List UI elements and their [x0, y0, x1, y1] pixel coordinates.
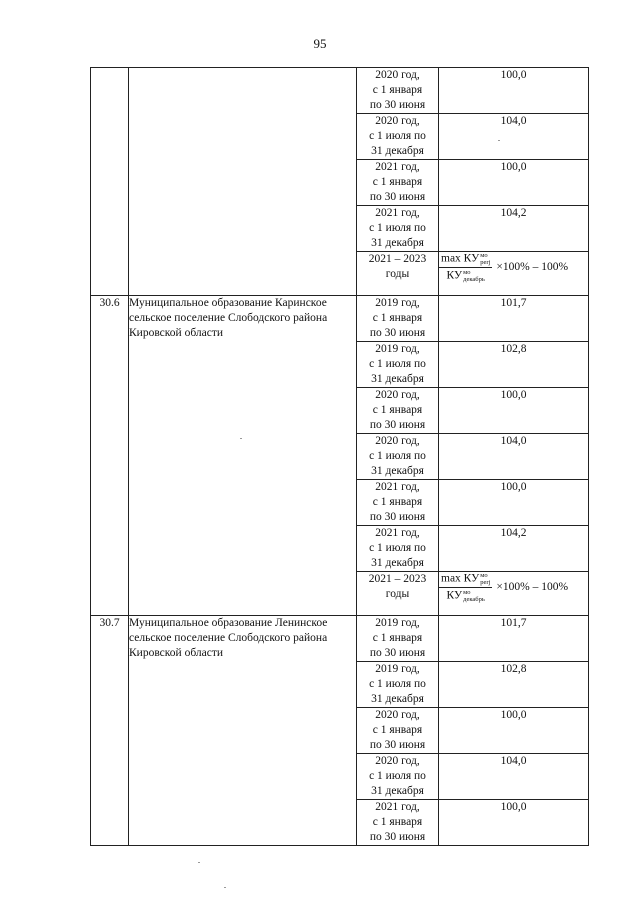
period-line: по 30 июня [369, 327, 426, 339]
index-value: 100,0 [439, 708, 589, 754]
period-line: годы [385, 588, 410, 600]
period-line: по 30 июня [369, 647, 426, 659]
index-value: 104,0 [439, 114, 589, 160]
formula-numerator [439, 572, 492, 588]
page-number: 95 [313, 36, 327, 51]
period-line: с 1 июля по [369, 450, 426, 462]
period-line: 2019 год, [375, 343, 420, 355]
municipality-name: Муниципальное образование Каринское сельское поселение Слободского района Кировской области [129, 296, 357, 616]
formula-max-ku: max КУ [441, 252, 480, 265]
formula-tail: ×100% – 100% [496, 581, 569, 593]
period-cell [357, 206, 439, 252]
formula-max-ku: max КУ [441, 572, 480, 585]
period-line: годы [385, 268, 410, 280]
period-line: 31 декабря [371, 693, 424, 705]
row-number: 30.6 [91, 296, 129, 616]
formula-sub: декабрь [463, 276, 485, 283]
index-value: 100,0 [439, 800, 589, 846]
table-row [91, 296, 589, 342]
period-cell [357, 252, 439, 296]
scan-speck [224, 887, 226, 888]
period-line: 31 декабря [371, 557, 424, 569]
period-line: с 1 января [372, 312, 423, 324]
period-line: с 1 января [372, 816, 423, 828]
table-row [91, 616, 589, 662]
table-row [91, 68, 589, 114]
period-line: 2019 год, [375, 663, 420, 675]
period-line: 31 декабря [371, 373, 424, 385]
period-line: 2021 – 2023 [368, 253, 427, 265]
formula-indices [480, 572, 490, 586]
period-line: с 1 января [372, 632, 423, 644]
tariff-table-body [91, 68, 589, 846]
period-line: 2020 год, [375, 389, 420, 401]
formula-sup: мо [463, 269, 471, 276]
index-value: 100,0 [439, 68, 589, 114]
period-line: 2021 год, [375, 801, 420, 813]
period-line: по 30 июня [369, 419, 426, 431]
period-line: с 1 января [372, 404, 423, 416]
index-value: 104,2 [439, 206, 589, 252]
index-value: 104,0 [439, 754, 589, 800]
period-line: с 1 января [372, 496, 423, 508]
period-cell [357, 662, 439, 708]
period-line: 2021 год, [375, 207, 420, 219]
period-line: по 30 июня [369, 511, 426, 523]
formula-denominator [445, 588, 487, 603]
period-cell [357, 754, 439, 800]
period-line: с 1 января [372, 176, 423, 188]
index-value: 102,8 [439, 342, 589, 388]
period-line: с 1 июля по [369, 770, 426, 782]
formula-sub: perj [480, 259, 491, 266]
period-cell [357, 68, 439, 114]
period-line: 2020 год, [375, 69, 420, 81]
index-value: 104,0 [439, 434, 589, 480]
period-cell [357, 160, 439, 206]
index-value: 100,0 [439, 388, 589, 434]
period-cell [357, 434, 439, 480]
period-line: с 1 июля по [369, 358, 426, 370]
period-cell [357, 296, 439, 342]
period-cell [357, 708, 439, 754]
formula-ku: КУ [446, 589, 463, 602]
formula-sup: мо [480, 252, 488, 259]
period-line: по 30 июня [369, 831, 426, 843]
period-line: 31 декабря [371, 145, 424, 157]
index-value: 102,8 [439, 662, 589, 708]
scan-speck [198, 862, 200, 863]
period-line: 2019 год, [375, 297, 420, 309]
formula-tail: ×100% – 100% [496, 261, 569, 273]
period-line: с 1 января [372, 724, 423, 736]
period-line: с 1 июля по [369, 130, 426, 142]
municipality-name: Муниципальное образование Ленинское сельское поселение Слободского района Кировской области [129, 616, 357, 846]
index-value: 104,2 [439, 526, 589, 572]
period-line: 2021 – 2023 [368, 573, 427, 585]
formula-numerator [439, 252, 492, 268]
formula-denominator [445, 268, 487, 283]
period-line: по 30 июня [369, 191, 426, 203]
period-line: 31 декабря [371, 465, 424, 477]
period-line: 31 декабря [371, 237, 424, 249]
period-cell [357, 114, 439, 160]
period-cell [357, 480, 439, 526]
index-formula [439, 572, 588, 603]
period-cell [357, 342, 439, 388]
formula-indices [463, 589, 485, 603]
period-cell [357, 616, 439, 662]
period-line: с 1 июля по [369, 678, 426, 690]
period-line: с 1 июля по [369, 542, 426, 554]
formula-sup: мо [480, 572, 488, 579]
index-value: 101,7 [439, 616, 589, 662]
formula-sub: perj [480, 579, 491, 586]
formula-fraction [439, 572, 492, 603]
row-number [91, 68, 129, 296]
period-cell [357, 388, 439, 434]
period-line: с 1 июля по [369, 222, 426, 234]
formula-fraction [439, 252, 492, 283]
period-line: 2021 год, [375, 161, 420, 173]
period-line: 2021 год, [375, 527, 420, 539]
period-line: 2020 год, [375, 709, 420, 721]
period-line: 2019 год, [375, 617, 420, 629]
period-line: по 30 июня [369, 739, 426, 751]
formula-ku: КУ [446, 269, 463, 282]
formula-sub: декабрь [463, 596, 485, 603]
formula-indices [463, 269, 485, 283]
index-formula [439, 252, 588, 283]
index-value: 100,0 [439, 480, 589, 526]
period-cell [357, 800, 439, 846]
row-number: 30.7 [91, 616, 129, 846]
scan-speck [498, 140, 500, 141]
period-cell [357, 572, 439, 616]
municipality-name [129, 68, 357, 296]
formula-indices [480, 252, 490, 266]
period-line: 2020 год, [375, 435, 420, 447]
period-line: с 1 января [372, 84, 423, 96]
period-line: 2020 год, [375, 755, 420, 767]
period-line: 2021 год, [375, 481, 420, 493]
formula-cell [439, 252, 589, 296]
period-line: 31 декабря [371, 785, 424, 797]
index-value: 101,7 [439, 296, 589, 342]
period-cell [357, 526, 439, 572]
period-line: 2020 год, [375, 115, 420, 127]
formula-sup: мо [463, 589, 471, 596]
formula-cell [439, 572, 589, 616]
period-line: по 30 июня [369, 99, 426, 111]
tariff-table [90, 67, 589, 846]
index-value: 100,0 [439, 160, 589, 206]
scan-speck [240, 438, 242, 439]
